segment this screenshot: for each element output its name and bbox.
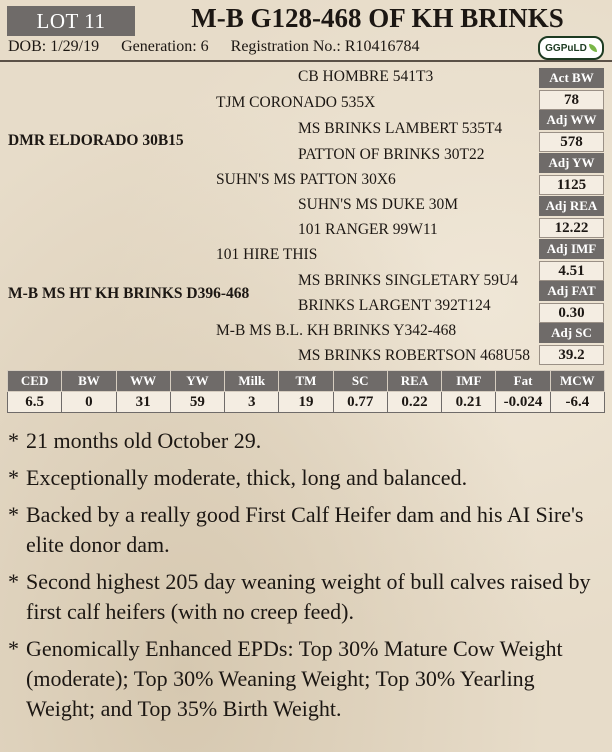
epd-value-milk: 3 bbox=[225, 392, 279, 413]
epd-header-row bbox=[8, 371, 605, 392]
trait-value-adj-sc: 39.2 bbox=[539, 345, 604, 365]
epd-value-row bbox=[8, 392, 605, 413]
epd-header-yw: YW bbox=[170, 371, 224, 392]
epd-value-ced: 6.5 bbox=[8, 392, 62, 413]
pedigree-sire-sire: TJM CORONADO 535X bbox=[216, 94, 376, 111]
bullet: * bbox=[8, 502, 19, 527]
trait-value-adj-fat: 0.30 bbox=[539, 303, 604, 323]
note-text: 21 months old October 29. bbox=[26, 428, 262, 453]
epd-value-bw: 0 bbox=[62, 392, 116, 413]
pedigree-sire-sire-sire: CB HOMBRE 541T3 bbox=[298, 68, 434, 85]
epd-value-fat: -0.024 bbox=[496, 392, 550, 413]
ggp-logo bbox=[538, 36, 604, 60]
pedigree-dam: M-B MS HT KH BRINKS D396-468 bbox=[8, 285, 250, 302]
list-item bbox=[8, 567, 604, 627]
epd-header-bw: BW bbox=[62, 371, 116, 392]
lot-number: LOT 11 bbox=[36, 8, 106, 33]
animal-title: M-B G128-468 OF KH BRINKS bbox=[191, 3, 564, 33]
leaf-icon bbox=[589, 44, 597, 52]
epd-value-sc: 0.77 bbox=[333, 392, 387, 413]
header-divider bbox=[0, 60, 612, 62]
pedigree-sire: DMR ELDORADO 30B15 bbox=[8, 132, 184, 149]
epd-value-ww: 31 bbox=[116, 392, 170, 413]
trait-label-act-bw: Act BW bbox=[539, 68, 604, 88]
pedigree-dam-dam-sire: BRINKS LARGENT 392T124 bbox=[298, 297, 491, 314]
epd-value-tm: 19 bbox=[279, 392, 333, 413]
trait-label-adj-fat: Adj FAT bbox=[539, 281, 604, 301]
pedigree-sire-dam-sire: PATTON OF BRINKS 30T22 bbox=[298, 146, 485, 163]
trait-value-adj-rea: 12.22 bbox=[539, 218, 604, 238]
pedigree-sire-sire-dam: MS BRINKS LAMBERT 535T4 bbox=[298, 120, 503, 137]
notes-list bbox=[8, 426, 604, 731]
list-item bbox=[8, 500, 604, 560]
epd-header-sc: SC bbox=[333, 371, 387, 392]
trait-value-adj-ww: 578 bbox=[539, 132, 604, 152]
trait-label-adj-yw: Adj YW bbox=[539, 153, 604, 173]
epd-value-imf: 0.21 bbox=[442, 392, 496, 413]
epd-header-mcw: MCW bbox=[550, 371, 604, 392]
epd-header-ww: WW bbox=[116, 371, 170, 392]
list-item bbox=[8, 463, 604, 493]
bullet: * bbox=[8, 465, 19, 490]
note-text: Second highest 205 day weaning weight of bull calves raised by first calf heifers (with no creep feed). bbox=[26, 569, 591, 624]
trait-value-adj-imf: 4.51 bbox=[539, 261, 604, 281]
epd-header-fat: Fat bbox=[496, 371, 550, 392]
epd-value-yw: 59 bbox=[170, 392, 224, 413]
epd-header-imf: IMF bbox=[442, 371, 496, 392]
trait-label-adj-sc: Adj SC bbox=[539, 323, 604, 343]
epd-header-milk: Milk bbox=[225, 371, 279, 392]
bullet: * bbox=[8, 636, 19, 661]
note-text: Exceptionally moderate, thick, long and balanced. bbox=[26, 465, 468, 490]
epd-header-tm: TM bbox=[279, 371, 333, 392]
trait-label-adj-rea: Adj REA bbox=[539, 196, 604, 216]
trait-label-adj-ww: Adj WW bbox=[539, 110, 604, 130]
list-item bbox=[8, 634, 604, 724]
epd-table bbox=[7, 370, 605, 413]
dob: DOB: 1/29/19 bbox=[8, 38, 100, 55]
lot-badge bbox=[7, 6, 135, 36]
bullet: * bbox=[8, 428, 19, 453]
trait-value-act-bw: 78 bbox=[539, 90, 604, 110]
pedigree-sire-dam: SUHN'S MS PATTON 30X6 bbox=[216, 171, 396, 188]
registration-number: Registration No.: R10416784 bbox=[230, 38, 420, 55]
list-item bbox=[8, 426, 604, 456]
pedigree-dam-sire: 101 HIRE THIS bbox=[216, 246, 318, 263]
pedigree-dam-sire-dam: MS BRINKS SINGLETARY 59U4 bbox=[298, 272, 518, 289]
pedigree-dam-dam: M-B MS B.L. KH BRINKS Y342-468 bbox=[216, 322, 457, 339]
note-text: Genomically Enhanced EPDs: Top 30% Mature Cow Weight (moderate); Top 30% Weaning Weight; Top 30% Yearling Weight; and Top 35% Birth Weight. bbox=[26, 636, 563, 721]
bullet: * bbox=[8, 569, 19, 594]
pedigree-dam-sire-sire: 101 RANGER 99W11 bbox=[298, 221, 438, 238]
epd-header-ced: CED bbox=[8, 371, 62, 392]
epd-header-rea: REA bbox=[387, 371, 441, 392]
pedigree-dam-dam-dam: MS BRINKS ROBERTSON 468U58 bbox=[298, 347, 531, 364]
epd-value-mcw: -6.4 bbox=[550, 392, 604, 413]
epd-value-rea: 0.22 bbox=[387, 392, 441, 413]
generation: Generation: 6 bbox=[121, 38, 209, 55]
trait-value-adj-yw: 1125 bbox=[539, 175, 604, 195]
ggp-logo-text: GGPuLD bbox=[545, 42, 587, 54]
pedigree-sire-dam-dam: SUHN'S MS DUKE 30M bbox=[298, 196, 458, 213]
trait-label-adj-imf: Adj IMF bbox=[539, 239, 604, 259]
info-line bbox=[8, 38, 438, 56]
note-text: Backed by a really good First Calf Heifer dam and his AI Sire's elite donor dam. bbox=[26, 502, 584, 557]
